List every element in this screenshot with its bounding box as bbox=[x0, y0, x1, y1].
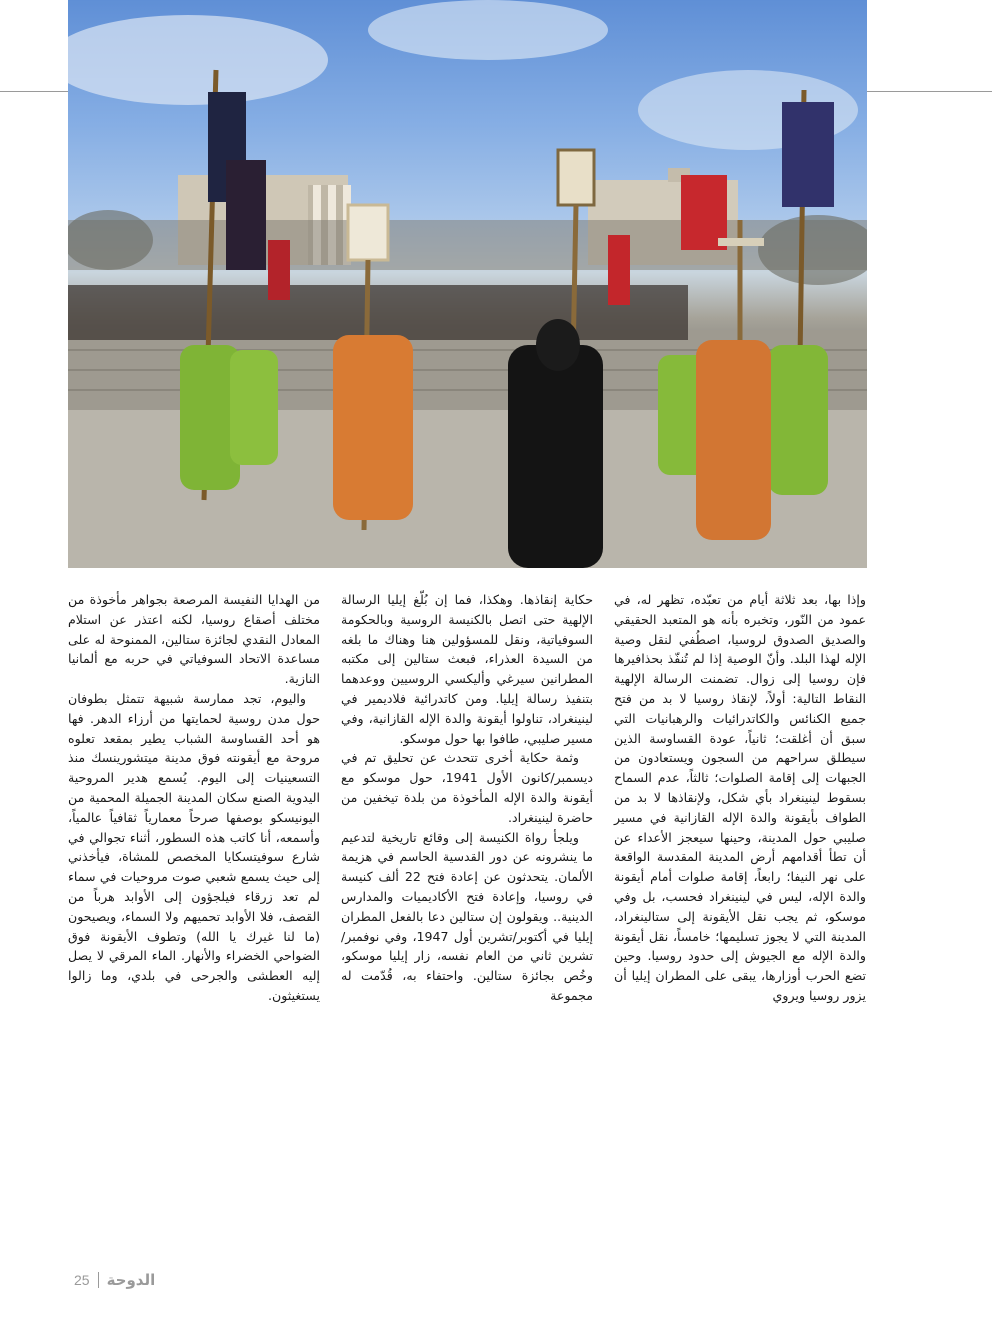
page-number: 25 bbox=[74, 1272, 90, 1288]
top-rule-left bbox=[0, 91, 68, 92]
column-left bbox=[68, 590, 320, 1230]
paragraph: حكاية إنقاذها. وهكذا، فما إن بُلّغ إيليا الرسالة الإلهية حتى اتصل بالكنيسة الروسية وبالحكومة السوفياتية، ونقل للمسؤولين هنا وهناك ما بلغه من السيدة العذراء، فبعث ستالين إلى مكتبه المطرانين سيرغي وأليكسي الروسيين ووعدهما بتنفيذ رسالة إيليا. ومن كاتدرائية فلاديمير في لينينغراد، تناولوا أيقونة والدة الإله القازانية، وفي مسير صليبي، طافوا بها حول موسكو. bbox=[341, 592, 593, 746]
page-footer bbox=[74, 1268, 155, 1292]
magazine-logo: الدوحة bbox=[106, 1271, 156, 1289]
paragraph: واليوم، تجد ممارسة شبيهة تتمثل بطوفان حول مدن روسية لحمايتها من أرزاء الدهر. فها هو أحد القساوسة الشباب يطير بمقعد تعلوه مروحة مع أيقونته فوق مدينة ميتشورينسك منذ التسعينيات إلى اليوم. يُسمع هدير المروحية اليدوية الصنع سكان المدينة الجميلة المحمية من اليونيسكو بوصفها صرحاً معمارياً ثقافياً عالمياً، وأسمعه، أنا كاتب هذه السطور، أثناء تجوالي في شارع سوفيتسكايا المخصص للمشاة، فيأخذني إلى حيث يسمع شعبي صوت مروحيات في سماء لم تعد زرقاء فيلجؤون إلى الأوابد هرباً من القصف، فلا الأوابد تحميهم ولا السماء، ويصيحون (ما لنا غيرك يا الله) وتطوف الأيقونة فوق الضواحي الخضراء والأنهار. الماء المرقي لا يصل إليه العطشى والجرحى في بلدي، وما زالوا يستغيثون. bbox=[68, 690, 320, 1003]
paragraph: وإذا بها، بعد ثلاثة أيام من تعبّده، تظهر له، في عمود من النّور، وتخبره بأنه هو المتعبد الحقيقي والصديق الصدوق لروسيا، اصطُفي لنقل وصية الإله لهذا البلد. وأنّ الوصية إذا لم تُنفّذ بحذافيرها فإن روسيا إلى زوال. تضمنت الرسالة الإلهية النقاط التالية: أولاً، لإنقاذ روسيا لا بد من فتح جميع الكنائس والكاتدرائيات والرهبانيات التي سبق أن أغلقت؛ ثانياً، عودة القساوسة الذين سيطلق سراحهم من السجون ويستعادون من الجبهات إلى إقامة الصلوات؛ ثالثاً، عدم السماح بسقوط لينينغراد بأي شكل، ولإنقاذها لا بد من الطواف بأيقونة والدة الإله القازانية في مسير صليبي حول المدينة، وحينها سيعجز الأعداء عن أن تطأ أقدامهم أرض المدينة المقدسة الواقعة على نهر النيفا؛ رابعاً، إقامة صلوات أمام أيقونة والدة الإله، ليس في لينينغراد فحسب، بل وفي موسكو، ثم يجب نقل الأيقونة إلى ستالينغراد، المدينة التي لا يجوز تسليمها؛ خامساً، نقل أيقونة والدة الإله مع الجيوش إلى حدود روسيا. وحين تضع الحرب أوزارها، يبقى على المطران إيليا أن يزور روسيا ويروي bbox=[614, 592, 866, 1003]
paragraph: من الهدايا النفيسة المرصعة بجواهر مأخوذة من مختلف أصقاع روسيا، لكنه اعتذر عن استلام المعادل النقدي لجائزة ستالين، الممنوحة له على مساعدة الاتحاد السوفياتي في حربه مع ألمانيا النازية. bbox=[68, 592, 320, 687]
procession-photo bbox=[68, 0, 867, 568]
procession-photo-icon bbox=[68, 0, 867, 568]
column-right bbox=[614, 590, 866, 1230]
paragraph: ويلجأ رواة الكنيسة إلى وقائع تاريخية لتدعيم ما ينشرونه عن دور القدسية الحاسم في هزيمة الألمان. يتحدثون عن إعادة فتح 22 ألف كنيسة في روسيا، وإعادة فتح الأكاديميات والمدارس الدينية.. ويقولون إن ستالين دعا بالفعل المطران إيليا في أكتوبر/تشرين أول 1947، وفي نوفمبر/تشرين ثاني من العام نفسه، زار إيليا موسكو، وخُص بجائزة ستالين. واحتفاء به، قُدّمت له مجموعة bbox=[341, 829, 593, 1003]
paragraph: وثمة حكاية أخرى تتحدث عن تحليق تم في ديسمبر/كانون الأول 1941، حول موسكو مع أيقونة والدة الإله المأخوذة من بلدة تيخفين من حاضرة لينينغراد. bbox=[341, 750, 593, 825]
top-rule-right bbox=[867, 91, 992, 92]
article-columns bbox=[68, 590, 866, 1230]
footer-divider bbox=[98, 1272, 99, 1288]
column-middle bbox=[341, 590, 593, 1230]
